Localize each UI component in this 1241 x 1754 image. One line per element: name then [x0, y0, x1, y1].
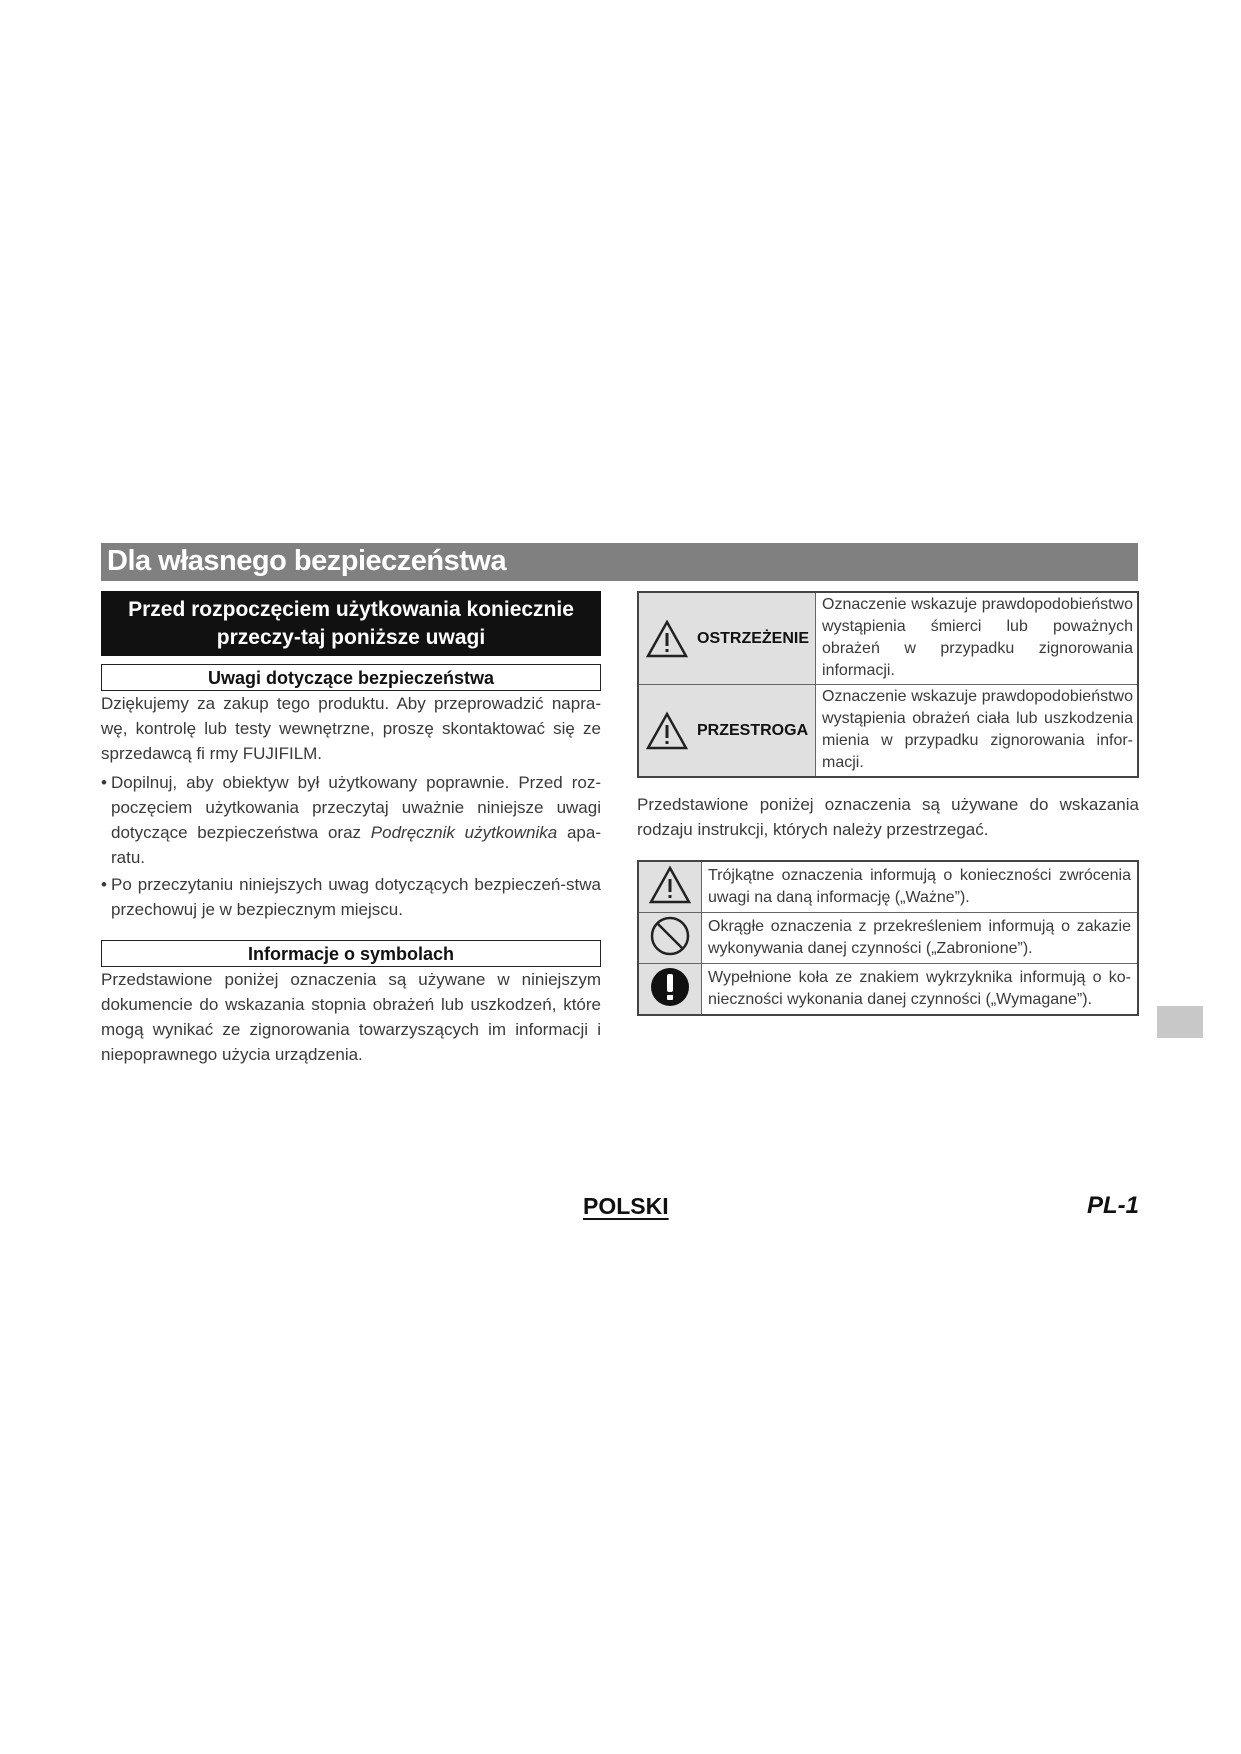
- table-row: [638, 861, 1138, 913]
- bullet-item-storage: • Po przeczytaniu niniejszych uwag dotyczących bezpieczeń-stwa przechowuj je w bezpiecznym miejscu.: [101, 872, 601, 922]
- safety-heading: Uwagi dotyczące bezpieczeństwa: [101, 664, 601, 691]
- symbol-icon-cell: [638, 913, 702, 964]
- page-number: PL-1: [1086, 1192, 1139, 1219]
- symbol-icon-cell: [638, 861, 702, 913]
- bullet1-text-b: apa-ratu.: [111, 823, 601, 867]
- symbol-icon-cell: [638, 964, 702, 1016]
- hazard-level-table: [637, 591, 1139, 778]
- warning-description: Oznaczenie wskazuje prawdopodobieństwo wystąpienia śmierci lub poważnych obrażeń w przypadku zignorowania informacji.: [816, 592, 1138, 685]
- caution-description: Oznaczenie wskazuje prawdopodobieństwo wystąpienia obrażeń ciała lub uszkodzenia mienia w przypadku zignorowania infor-macji.: [816, 685, 1138, 778]
- intro-paragraph: Dziękujemy za zakup tego produktu. Aby przeprowadzić napra-wę, kontrolę lub testy wewnętrzne, proszę skontaktować się ze sprzedawcą fi rmy FUJIFILM.: [101, 694, 601, 763]
- table-row: [638, 964, 1138, 1016]
- left-column: [101, 591, 601, 1067]
- symbols-heading: Informacje o symbolach: [101, 940, 601, 967]
- table-row: [638, 913, 1138, 964]
- footer-language: POLSKI: [583, 1193, 669, 1219]
- section-title: Dla własnego bezpieczeństwa: [107, 545, 507, 577]
- bullet1-italic: Podręcznik użytkownika: [370, 823, 558, 842]
- table-row: [638, 685, 1138, 778]
- caution-label: PRZESTROGA: [697, 721, 809, 739]
- side-thumb-tab: [1157, 1006, 1203, 1038]
- warning-label-cell: [638, 592, 816, 685]
- right-column: [637, 591, 1139, 1016]
- caution-label-cell: [638, 685, 816, 778]
- bullet1-text-a: Dopilnuj, aby obiektyw był użytkowany poprawnie. Przed roz-poczęciem użytkowania przeczytaj uważnie niniejsze uwagi dotyczące bezpieczeństwa oraz: [111, 773, 601, 842]
- warning-label: OSTRZEŻENIE: [697, 629, 810, 647]
- table-row: [638, 592, 1138, 685]
- warning-triangle-icon: [645, 711, 689, 751]
- notice-heading: Przed rozpoczęciem użytkowania koniecznie przeczy-taj poniższe uwagi: [101, 591, 601, 656]
- mandatory-description: Wypełnione koła ze znakiem wykrzyknika informują o ko-nieczności wykonania danej czynności („Wymagane”).: [702, 964, 1139, 1016]
- bullet-item-lens-use: [101, 770, 601, 870]
- prohibition-description: Okrągłe oznaczenia z przekreśleniem informują o zakazie wykonywania danej czynności („Zabronione”).: [702, 913, 1139, 964]
- warning-triangle-icon: [645, 619, 689, 659]
- prohibition-circle-icon: [649, 915, 691, 957]
- symbols-paragraph: Przedstawione poniżej oznaczenia są używane w niniejszym dokumencie do wskazania stopnia obrażeń lub uszkodzeń, które mogą wynikać ze zignorowania towarzyszących im informacji i niepoprawnego użycia urządzenia.: [101, 970, 601, 1064]
- attention-description: Trójkątne oznaczenia informują o konieczności zwrócenia uwagi na daną informację („Ważne”).: [702, 861, 1139, 913]
- section-title-bar: [101, 543, 1138, 581]
- mandatory-exclamation-icon: [649, 966, 691, 1008]
- instructions-intro: Przedstawione poniżej oznaczenia są używane do wskazania rodzaju instrukcji, których należy przestrzegać.: [637, 795, 1139, 839]
- attention-triangle-icon: [648, 865, 692, 905]
- safety-bullets: [101, 770, 601, 922]
- instruction-symbols-table: [637, 860, 1139, 1016]
